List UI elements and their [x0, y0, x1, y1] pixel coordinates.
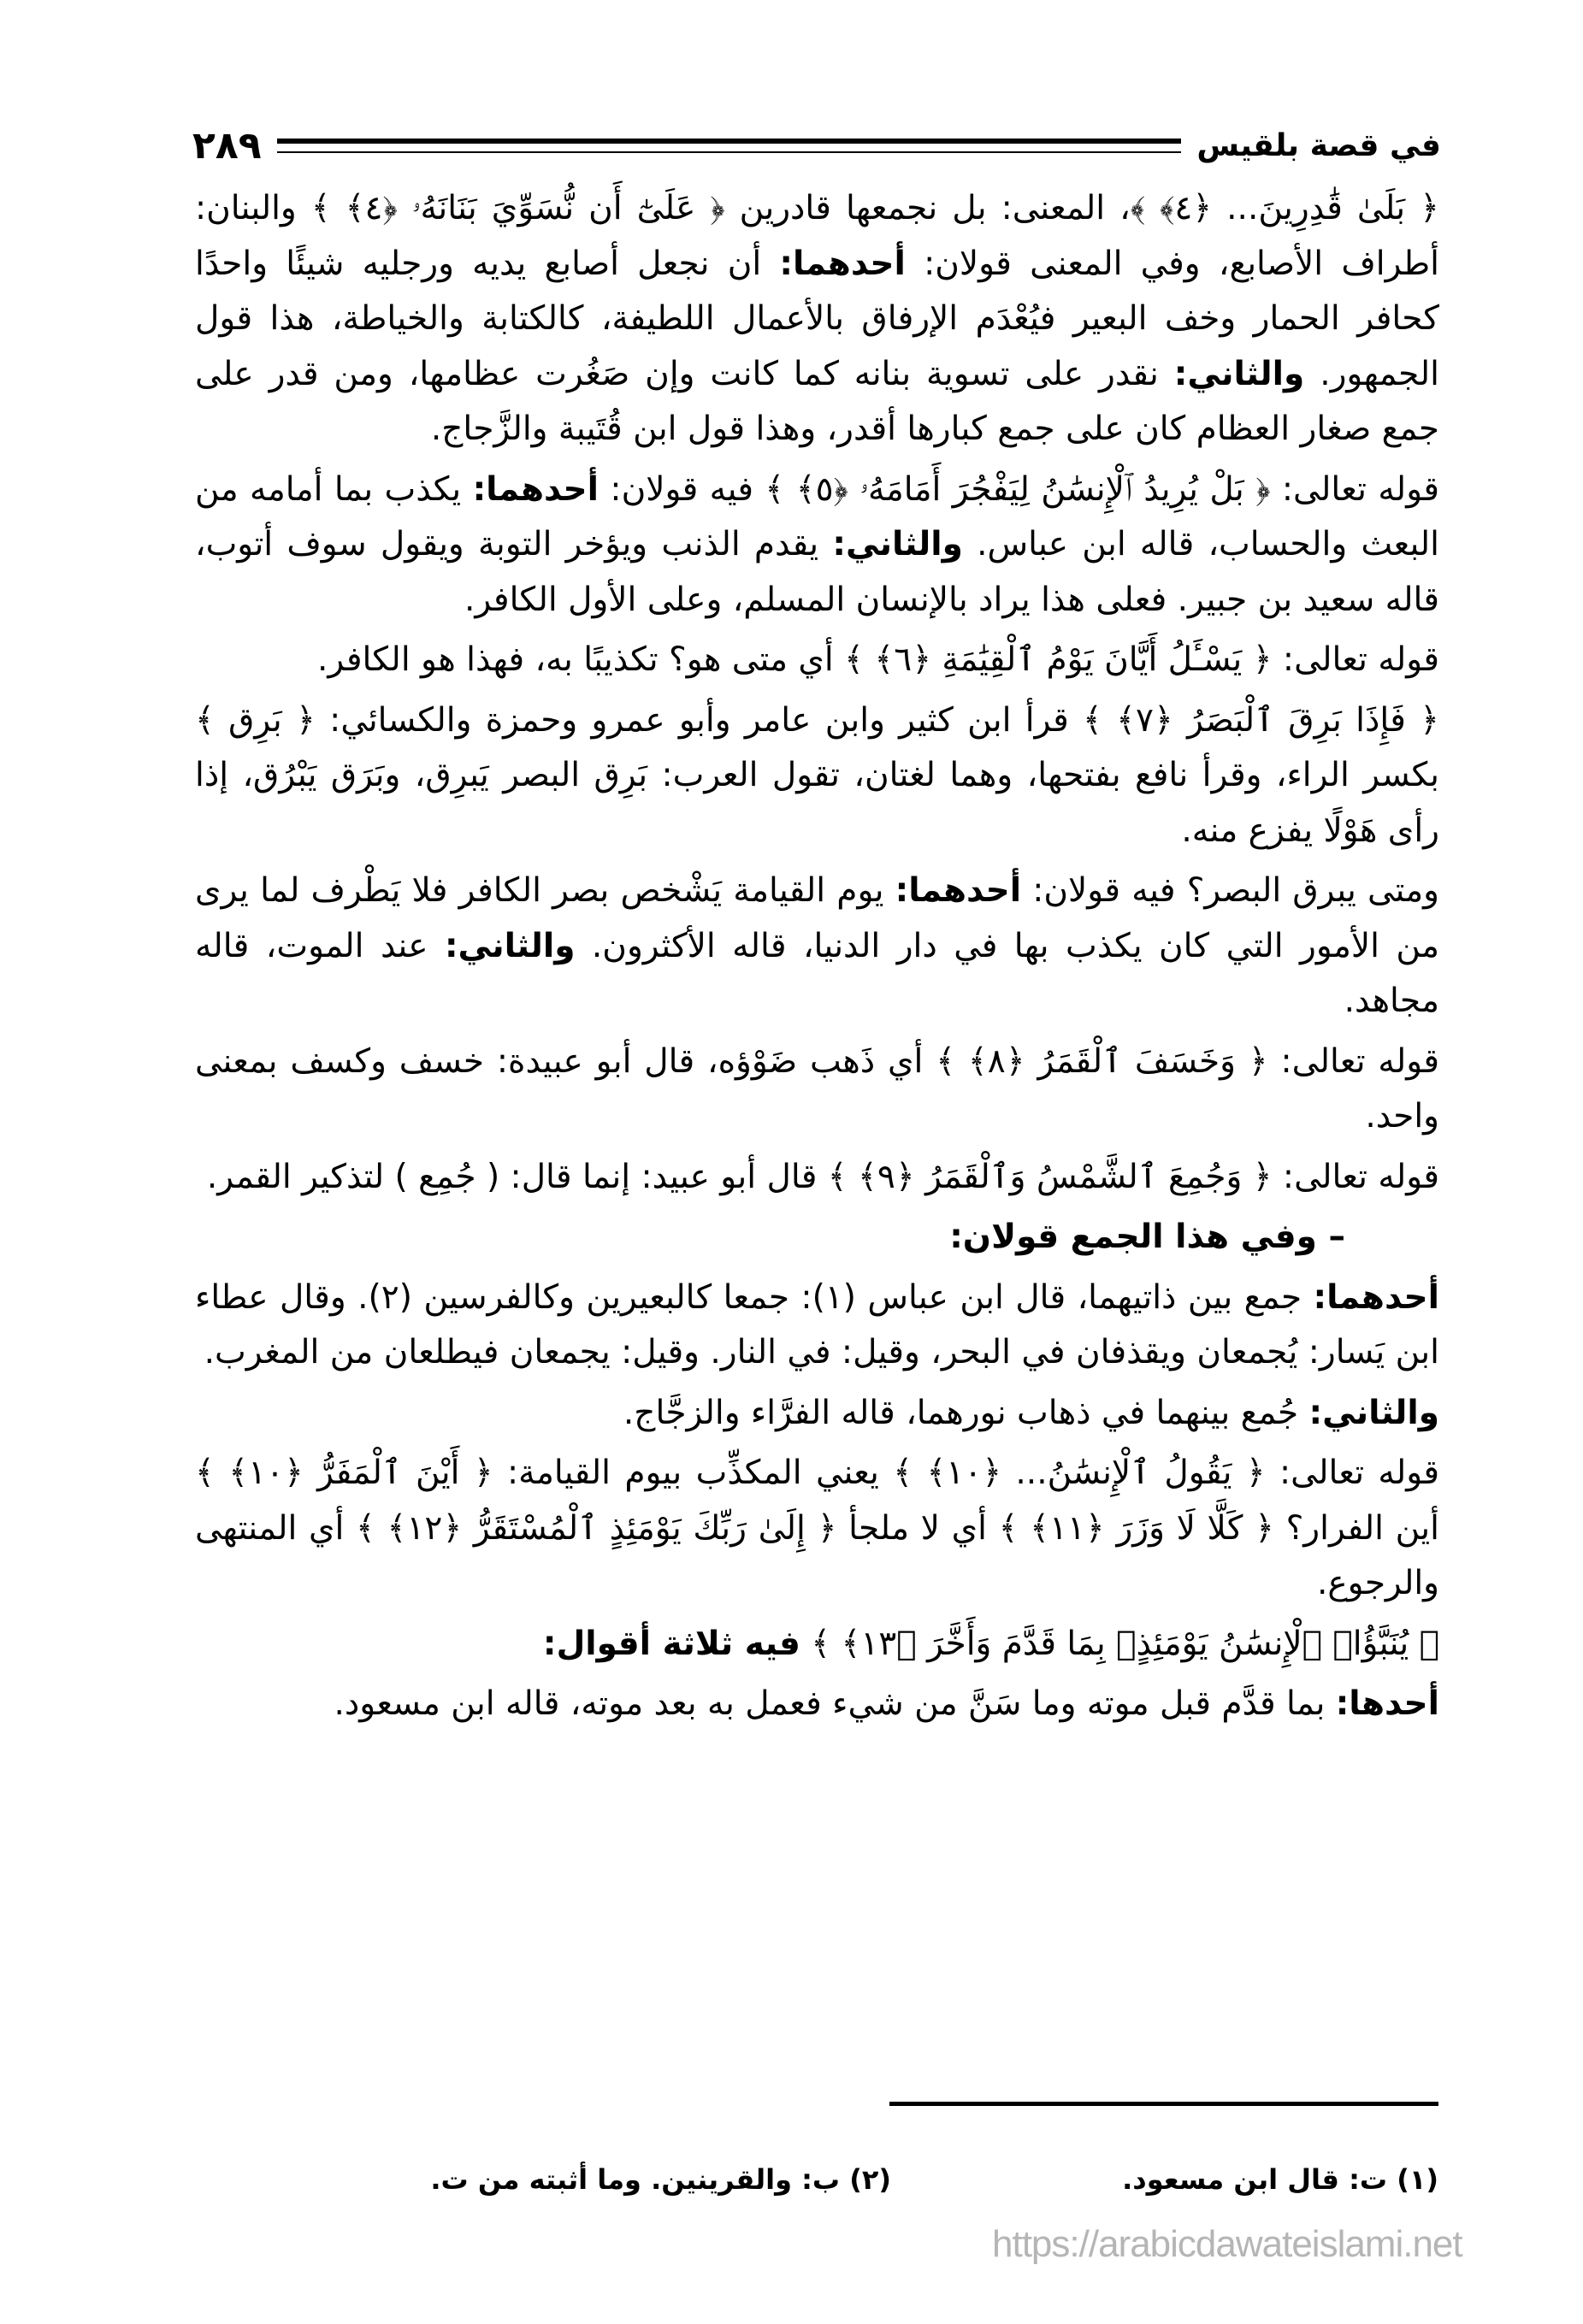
footnote-1: (١) ت: قال ابن مسعود. [1122, 2163, 1438, 2196]
text-segment: بما قدَّم قبل موته وما سَنَّ من شيء فعمل به بعد موته، قاله ابن مسعود. [334, 1684, 1336, 1723]
bold-label: والثاني: [444, 926, 576, 965]
page-number: ٢٨٩ [192, 123, 262, 168]
bold-label: والثاني: [1173, 354, 1305, 393]
watermark-url: https://arabicdawateislami.net [992, 2223, 1462, 2265]
bold-label: أحدهما: [1313, 1277, 1439, 1317]
paragraph [195, 1271, 1439, 1381]
text-segment: ﴿ يُنَبَّؤُا۟ ٱلْإِنسَٰنُ يَوْمَئِذٍۭ بِمَا قَدَّمَ وَأَخَّرَ ﴿١٣﴾ ﴾ [800, 1624, 1439, 1663]
text-segment: يقدم الذنب ويؤخر التوبة ويقول سوف أتوب، قاله سعيد بن جبير. فعلى هذا يراد بالإنسان المسلم، وعلى الأول الكافر. [195, 525, 1439, 619]
paragraph [195, 1210, 1439, 1265]
paragraph [195, 463, 1439, 628]
bold-label: – وفي هذا الجمع قولان: [949, 1218, 1345, 1256]
footnote-2: (٢) ب: والقرينين. وما أثبته من ت. [430, 2163, 891, 2196]
header-rule [277, 139, 1182, 153]
paragraph [195, 1677, 1439, 1732]
paragraph [195, 693, 1439, 859]
bold-label: فيه ثلاثة أقوال: [542, 1624, 800, 1663]
footnote-separator [889, 2102, 1438, 2106]
text-segment: نقدر على تسوية بنانه كما كانت وإن صَغُرت عظامها، ومن قدر على جمع صغار العظام كان على جمع كبارها أقدر، وهذا قول ابن قُتَيبة والزَّجاج. [195, 354, 1439, 448]
text-segment: عند الموت، قاله مجاهد. [195, 926, 1439, 1020]
text-segment: جُمع بينهما في ذهاب نورهما، قاله الفرَّاء والزجَّاج. [623, 1393, 1309, 1432]
paragraph [195, 1150, 1439, 1206]
paragraph [195, 633, 1439, 688]
text-segment: قوله تعالى: ﴿ وَخَسَفَ ٱلْقَمَرُ ﴿٨﴾ ﴾ أي ذَهب ضَوْؤه، قال أبو عبيدة: خسف وكسف بمعنى واحد. [195, 1041, 1439, 1135]
bold-label: والثاني: [832, 525, 963, 563]
paragraph [195, 1617, 1439, 1672]
text-segment: قوله تعالى: ﴿ وَجُمِعَ ٱلشَّمْسُ وَٱلْقَمَرُ ﴿٩﴾ ﴾ قال أبو عبيد: إنما قال: ( جُمِع ) لتذكير القمر. [206, 1157, 1439, 1196]
footnotes [359, 2163, 1438, 2196]
bold-label: أحدها: [1335, 1684, 1439, 1723]
text-segment: قوله تعالى: ﴿ يَقُولُ ٱلْإِنسَٰنُ... ﴿١٠﴾ ﴾ يعني المكذِّب بيوم القيامة: ﴿ أَيْنَ ٱلْمَفَرُّ ﴿١٠﴾ ﴾ أين الفرار؟ ﴿ كَلَّا لَا وَزَرَ ﴿١١﴾ ﴾ أي لا ملجأ ﴿ إِلَىٰ رَبِّكَ يَوْمَئِذٍ ٱلْمُسْتَقَرُّ ﴿١٢﴾ ﴾ أي المنتهى والرجوع. [195, 1454, 1439, 1602]
bold-label: أحدهما: [895, 871, 1022, 910]
bold-label: والثاني: [1308, 1393, 1439, 1432]
text-segment: ومتى يبرق البصر؟ فيه قولان: [1021, 871, 1439, 910]
paragraph [195, 1446, 1439, 1612]
text-segment: ﴿ فَإِذَا بَرِقَ ٱلْبَصَرُ ﴿٧﴾ ﴾ قرأ ابن كثير وابن عامر وأبو عمرو وحمزة والكسائي: ﴿ بَرِق ﴾ بكسر الراء، وقرأ نافع بفتحها، وهما لغتان، تقول العرب: بَرِق البصر يَبرِق، وبَرَق يَبْرُق، إذا رأى هَوْلًا يفزع منه. [195, 700, 1439, 850]
text-segment: جمع بين ذاتيهما، قال ابن عباس (١): جمعا كالبعيرين وكالفرسين (٢). وقال عطاء ابن يَسار: يُجمعان ويقذفان في البحر، وقيل: في النار. وقيل: يجمعان فيطلعان من المغرب. [195, 1277, 1439, 1371]
paragraph [195, 1386, 1439, 1442]
paragraph [195, 1035, 1439, 1145]
text-segment: قوله تعالى: ﴿ يَسْـَٔلُ أَيَّانَ يَوْمُ ٱلْقِيَٰمَةِ ﴿٦﴾ ﴾ أي متى هو؟ تكذيبًا به، فهذا هو الكافر. [316, 640, 1439, 679]
page-header [192, 120, 1441, 171]
running-title: في قصة بلقيس [1196, 127, 1441, 163]
text-segment: قوله تعالى: ﴿ بَلْ يُرِيدُ ٱلْإِنسَٰنُ لِيَفْجُرَ أَمَامَهُۥ ﴿٥﴾ ﴾ فيه قولان: [599, 469, 1439, 509]
bold-label: أحدهما: [779, 244, 906, 283]
paragraph [195, 181, 1439, 457]
paragraph [195, 864, 1439, 1029]
bold-label: أحدهما: [472, 469, 599, 509]
text-segment: يوم القيامة يَشْخص بصر الكافر فلا يَطْرف لما يرى من الأمور التي كان يكذب بها في دار الدنيا، قاله الأكثرون. [195, 871, 1440, 965]
page-body [195, 181, 1439, 1737]
text-segment: أن نجعل أصابع يديه ورجليه شيئًا واحدًا كحافر الحمار وخف البعير فيُعْدَم الإرفاق بالأعمال اللطيفة، كالكتابة والخياطة، هذا قول الجمهور. [195, 244, 1439, 393]
text-segment: ﴿ بَلَىٰ قَٰدِرِينَ... ﴿٤﴾ ﴾، المعنى: بل نجمعها قادرين ﴿ عَلَىٰٓ أَن نُّسَوِّيَ بَنَانَهُۥ ﴿٤﴾ ﴾ والبنان: أطراف الأصابع، وفي المعنى قولان: [195, 189, 1440, 283]
text-segment: يكذب بما أمامه من البعث والحساب، قاله ابن عباس. [195, 469, 1439, 563]
